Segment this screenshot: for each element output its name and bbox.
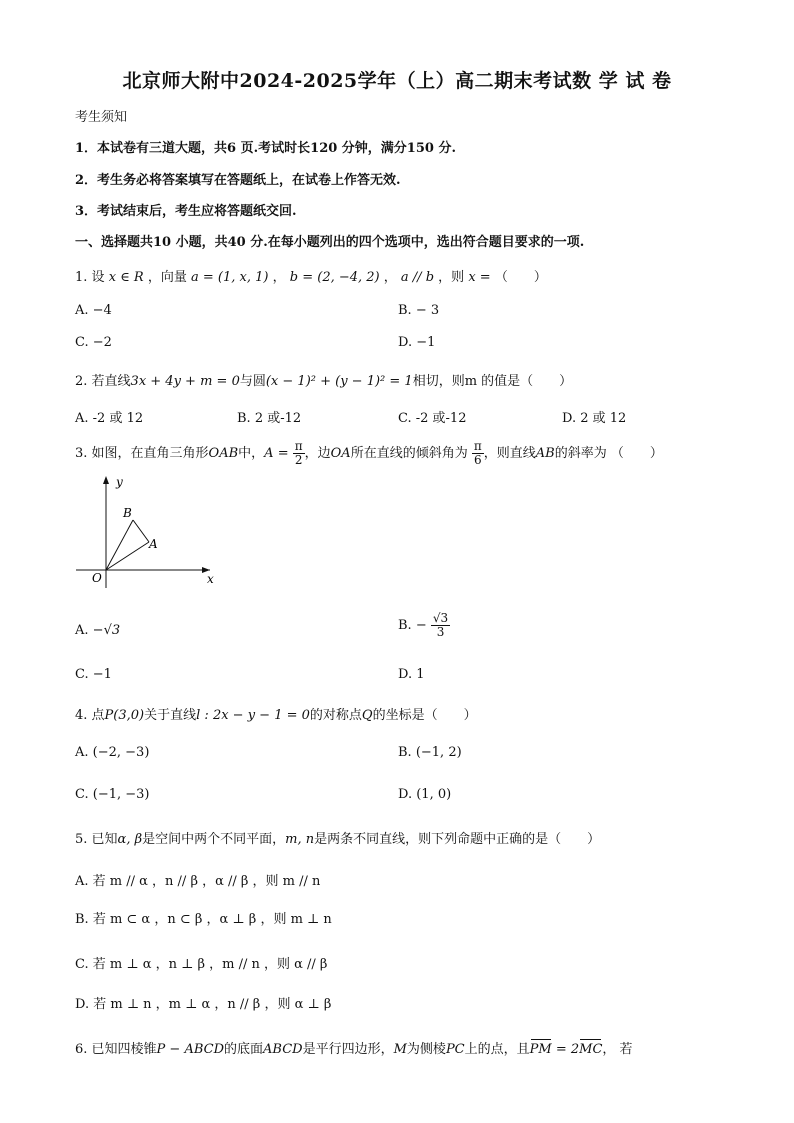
section-heading: 一、选择题共10 小题，共40 分.在每小题列出的四个选项中，选出符合题目要求的一项. [75,235,585,250]
q5-text: 是两条不同直线，则下列命题中正确的是（ ） [314,832,601,847]
segment-ab [133,520,149,542]
question-3 [75,440,663,467]
segment-oa [106,542,149,570]
y-axis-arrow [103,476,109,484]
option-c: C. (−1, −3) [75,787,150,802]
q6-text: 6. 已知四棱锥 [75,1042,157,1057]
question-6 [75,1038,633,1057]
option-a: A. (−2, −3) [75,745,150,760]
q2-text: 2. 若直线 [75,374,131,389]
option-b: B. 若 m ⊂ α ，n ⊂ β ，α ⊥ β ，则 m ⊥ n [75,912,332,927]
denominator: 2 [294,453,303,467]
q4-text: 关于直线 [144,708,197,723]
option-label: A. [75,623,89,638]
segment-ob [106,520,133,570]
q5-text: 是空间中两个不同平面， [142,832,286,847]
point-p: P(3,0) [104,708,145,723]
exam-title: 北京师大附中2024-2025学年（上）高二期末考试数 学 试 卷 [122,70,672,92]
point-m: M [393,1042,407,1057]
vector-a: a = (1, x, 1) [191,270,269,285]
q1-text: ，则 [438,270,465,285]
edge-pc: PC [445,1042,465,1057]
equals-two: = 2 [551,1042,580,1057]
circle-equation: (x − 1)² + (y − 1)² = 1 [265,374,413,389]
q6-text: 的底面 [224,1042,264,1057]
triangle-name: OAB [208,446,239,461]
origin-label: O [92,571,102,585]
line-l: l : 2x − y − 1 = 0 [196,708,310,723]
pyramid-name: P − ABCD [156,1042,225,1057]
option-d: D. 1 [398,667,425,682]
q2-text: 与圆 [239,374,266,389]
q1-condition: x ∈ R [108,270,144,285]
denominator: 3 [436,625,445,639]
x-label: x [207,572,214,586]
fraction-pi-over-6 [472,440,484,467]
triangle-figure [70,470,230,595]
lines: m, n [285,832,315,847]
option-value: −√3 [92,623,121,638]
vector-pm: PM [529,1042,552,1057]
option-c: C. −2 [75,335,112,350]
q1-ask: x = [468,270,491,285]
option-c: C. −1 [75,667,112,682]
notice-item: 3．考试结束后，考生应将答题纸交回. [75,204,297,219]
line-equation: 3x + 4y + m = 0 [130,374,240,389]
point-b-label: B [123,506,132,520]
fraction-pi-over-2 [293,440,305,467]
point-a-label: A [149,537,158,551]
parallel-condition: a // b [400,270,435,285]
q1-text: ，向量 [147,270,187,285]
q3-text: ，边 [304,446,331,461]
question-4 [75,704,477,723]
notice-heading: 考生须知 [75,110,128,125]
question-5 [75,828,600,847]
y-label: y [116,475,123,489]
numerator: π [473,439,482,453]
option-b: B. − 3 [398,303,440,318]
q3-text: ，则直线 [483,446,536,461]
q6-text: 是平行四边形， [302,1042,394,1057]
point-q: Q [361,708,373,723]
option-label: B. [398,618,412,633]
question-2 [75,370,572,389]
q3-text: 中， [238,446,265,461]
q5-text: 5. 已知 [75,832,118,847]
angle-a: A = [264,446,289,461]
q1-blank: （ ） [494,270,547,285]
vector-mc: MC [579,1042,603,1057]
numerator: π [294,439,303,453]
denominator: 6 [473,453,482,467]
q1-text: 1. 设 [75,270,105,285]
q4-text: 的对称点 [309,708,362,723]
option-b: B. 2 或-12 [237,411,302,426]
option-a [75,623,120,638]
option-d: D. 2 或 12 [562,411,627,426]
q6-text: 上的点，且 [464,1042,530,1057]
notice-item: 1．本试卷有三道大题，共6 页.考试时长120 分钟，满分150 分. [75,141,456,156]
q2-text: 相切，则m 的值是（ ） [412,374,573,389]
q4-text: 的坐标是（ ） [372,708,477,723]
base-name: ABCD [263,1042,303,1057]
vector-b: b = (2, −4, 2) [289,270,380,285]
option-a: A. 若 m // α ，n // β ，α // β ，则 m // n [75,874,321,889]
fraction-root3-over-3 [431,612,450,639]
minus-sign: − [415,618,427,633]
option-d: D. (1, 0) [398,787,452,802]
notice-item: 2．考生务必将答案填写在答题纸上，在试卷上作答无效. [75,173,401,188]
option-a: A. −4 [75,303,112,318]
side-oa: OA [330,446,351,461]
planes: α, β [117,832,143,847]
q6-text: ， 若 [602,1042,633,1057]
q6-text: 为侧棱 [406,1042,446,1057]
line-ab: AB [535,446,555,461]
option-c: C. -2 或-12 [398,411,467,426]
question-1: 1. 设 x ∈ R ，向量 a = (1, x, 1) ， b = (2, −4, 2) ， a // b ，则 x = （ ） [75,270,547,285]
option-b: B. (−1, 2) [398,745,462,760]
numerator: √3 [432,611,449,625]
option-d: D. −1 [398,335,436,350]
q4-text: 4. 点 [75,708,105,723]
option-a: A. -2 或 12 [75,411,144,426]
option-b [398,612,450,639]
q3-text: 的斜率为 （ ） [554,446,663,461]
q3-text: 所在直线的倾斜角为 [350,446,468,461]
q3-text: 3. 如图，在直角三角形 [75,446,209,461]
option-c: C. 若 m ⊥ α ，n ⊥ β ，m // n ，则 α // β [75,957,328,972]
option-d: D. 若 m ⊥ n ，m ⊥ α ，n // β ，则 α ⊥ β [75,997,332,1012]
